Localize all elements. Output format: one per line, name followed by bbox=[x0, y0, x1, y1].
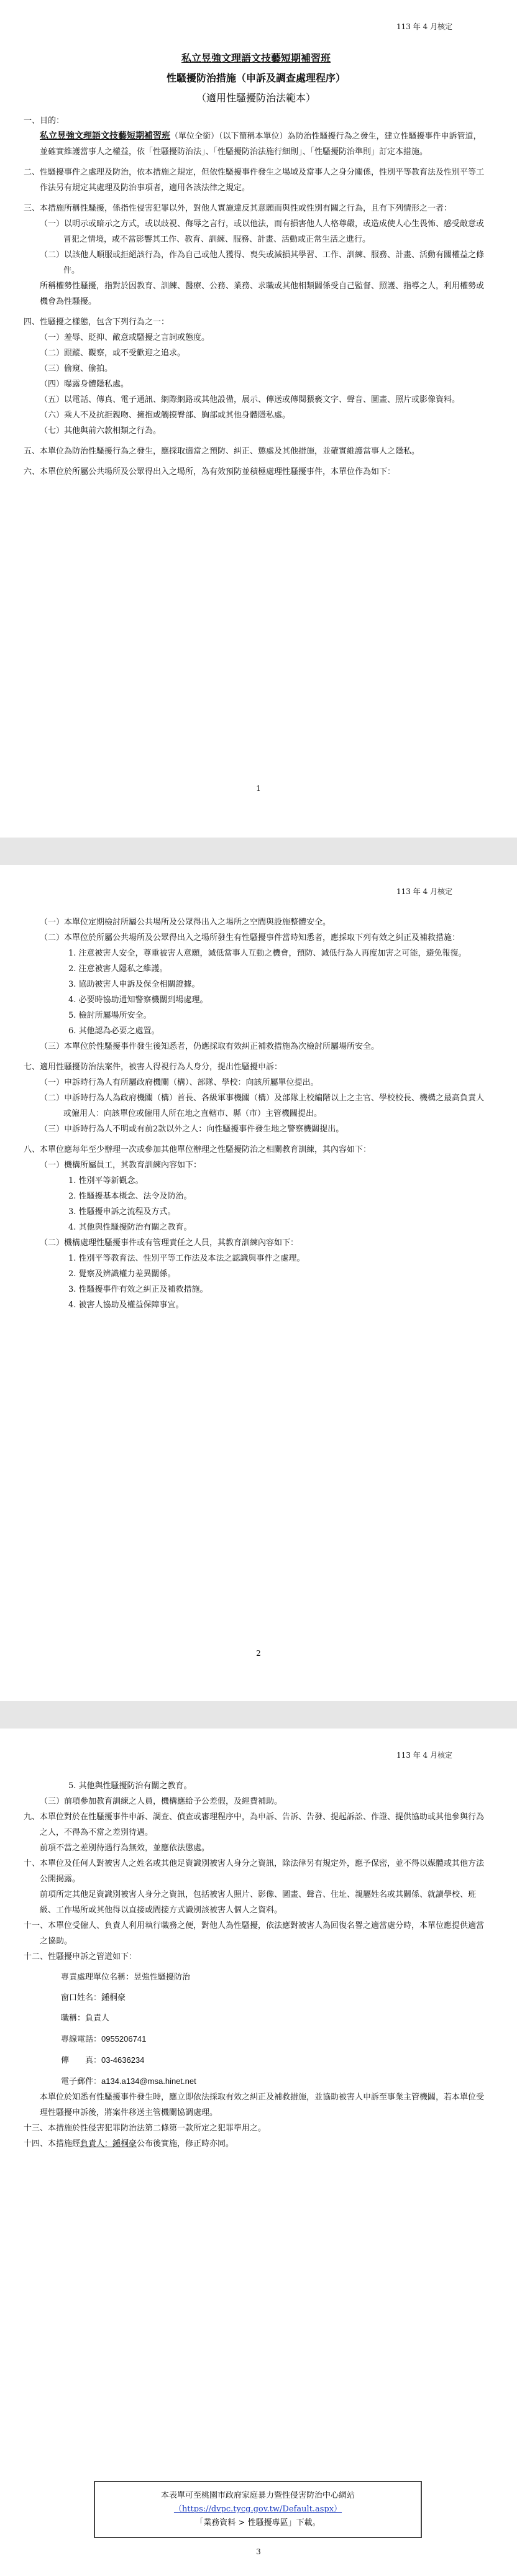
download-notice-box bbox=[94, 2481, 422, 2538]
section-5: 五、本單位為防治性騷擾行為之發生，應採取適當之預防、糾正、懲處及其他措施，並確實維護當事人之隱私。 bbox=[24, 447, 420, 456]
page-number: 3 bbox=[256, 2547, 261, 2556]
section-14-prefix: 十四、本措施經 bbox=[24, 2139, 81, 2149]
notice-line-1: 本表單可至桃園市政府家庭暴力暨性侵害防治中心網站 bbox=[160, 2491, 355, 2500]
section-6: 六、本單位於所屬公共場所及公眾得出入之場所，為有效預防並積極處理性騷擾事件，本單位作為如下： bbox=[24, 467, 396, 477]
document-subtitle: （適用性騷擾防治法範本） bbox=[196, 92, 316, 104]
section-3-note: 所稱權勢性騷擾，指對於因教育、訓練、醫療、公務、業務、求職或其他相類關係受自己監督、照護、指導之人，利用權勢或機會為性騷擾。 bbox=[40, 281, 485, 306]
section-8: 八、本單位應每年至少辦理一次或參加其他單位辦理之性騷擾防治之相關教育訓練，其內容如下： bbox=[24, 1145, 372, 1154]
section-3-item-1: （一）以明示或暗示之方式，或以歧視、侮辱之言行，或以他法，而有損害他人人格尊嚴，或造成使人心生畏怖、感受敵意或冒犯之情境，或不當影響其工作、教育、訓練、服務、計畫、活動或正常生活之進行。 bbox=[40, 219, 485, 244]
section-3-item-2: （二）以該他人順服或拒絕該行為，作為自己或他人獲得、喪失或減損其學習、工作、訓練、服務、計畫、活動有關權益之條件。 bbox=[40, 250, 485, 275]
section-4-item: （一）羞辱、貶抑、敵意或騷擾之言詞或態度。 bbox=[40, 333, 210, 342]
section-8-group-2-item: 2. 覺察及辨識權力差異關係。 bbox=[68, 1269, 176, 1279]
section-10: 十、本單位及任何人對被害人之姓名或其他足資識別被害人身分之資訊，除法律另有規定外，應予保密，並不得以媒體或其他方法公開揭露。 bbox=[24, 1859, 485, 1884]
role-label: 職稱： bbox=[61, 2014, 86, 2023]
section-7-item: （三）申訴時行為人不明或有前2款以外之人：向性騷擾事件發生地之警察機關提出。 bbox=[40, 1125, 344, 1134]
contact-fax bbox=[24, 2052, 488, 2068]
contact-window: 窗口姓名：鍾桐豪 bbox=[61, 1993, 126, 2003]
page-1-content bbox=[24, 48, 488, 480]
page-number: 1 bbox=[256, 784, 261, 793]
section-6-subitem: 3. 協助被害人申訴及保全相關證據。 bbox=[68, 980, 200, 989]
page-3 bbox=[0, 1729, 517, 2576]
section-2: 二、性騷擾事件之處理及防治，依本措施之規定，但依性騷擾事件發生之場域及當事人之身分關係，性別平等教育法及性別平等工作法另有規定其處理及防治事項者，適用各該法律之規定。 bbox=[24, 168, 485, 193]
page-2-content bbox=[24, 915, 488, 1313]
section-12-note: 本單位於知悉有性騷擾事件發生時，應立即依法採取有效之糾正及補救措施，並協助被害人申訴至事業主管機關，若本單位受理性騷擾申訴後，將案件移送主管機關協調處理。 bbox=[40, 2093, 485, 2117]
fax-value: 03-4636234 bbox=[101, 2055, 145, 2065]
section-4-item: （六）乘人不及抗拒親吻、擁抱或觸摸臀部、胸部或其他身體隱私處。 bbox=[40, 411, 291, 420]
version-label: 113 年 4 月核定 bbox=[396, 22, 452, 31]
section-6-item-3: （三）本單位於性騷擾事件發生後知悉者，仍應採取有效糾正補救措施為次檢討所屬場所安全。 bbox=[40, 1042, 380, 1051]
role-value: 負責人 bbox=[85, 2014, 110, 2023]
section-14 bbox=[24, 2136, 488, 2152]
section-8-group-2-item: 5. 其他與性騷擾防治有關之教育。 bbox=[68, 1781, 192, 1791]
email-label: 電子郵件： bbox=[61, 2077, 102, 2086]
section-4-item: （五）以電話、傳真、電子通訊、網際網路或其他設備，展示、傳送或傳閱猥褻文字、聲音、圖畫、照片或影像資料。 bbox=[40, 395, 460, 404]
section-8-group-3: （三）前項參加教育訓練之人員，機構應給予公差假，及經費補助。 bbox=[40, 1797, 283, 1806]
section-8-group-1-item: 3. 性騷擾申訴之流程及方式。 bbox=[68, 1207, 176, 1217]
version-label: 113 年 4 月核定 bbox=[396, 887, 452, 896]
section-8-group-1-item: 2. 性騷擾基本概念、法令及防治。 bbox=[68, 1192, 192, 1201]
section-1-heading: 一、目的： bbox=[24, 116, 65, 126]
section-6-subitem: 4. 必要時協助通知警察機關到場處理。 bbox=[68, 995, 208, 1005]
section-8-group-2-item: 3. 性騷擾事件有效之糾正及補救措施。 bbox=[68, 1285, 208, 1294]
section-6-subitem: 1. 注意被害人安全，尊重被害人意願，減低當事人互動之機會，預防、減低行為人再度加害之可能，避免報復。 bbox=[68, 949, 467, 958]
notice-url-link[interactable]: （https://dvpc.tycg.gov.tw/Default.aspx） bbox=[173, 2505, 342, 2514]
section-8-group-1-item: 1. 性別平等新觀念。 bbox=[68, 1176, 144, 1185]
section-6-subitem: 6. 其他認為必要之處置。 bbox=[68, 1026, 160, 1036]
section-3: 三、本措施所稱性騷擾，係指性侵害犯罪以外，對他人實施違反其意願而與性或性別有關之行為，且有下列情形之一者： bbox=[24, 204, 452, 213]
section-4-item: （七）其他與前六款相類之行為。 bbox=[40, 426, 162, 436]
phone-label: 專線電話： bbox=[61, 2035, 102, 2044]
section-9-note: 前項不當之差別待遇行為無效，並應依法懲處。 bbox=[40, 1843, 210, 1853]
section-4-item: （四）曝露身體隱私處。 bbox=[40, 380, 129, 389]
section-8-group-2: （二）機構處理性騷擾事件或有管理責任之人員，其教育訓練內容如下： bbox=[40, 1238, 299, 1248]
page-3-content bbox=[24, 1778, 488, 2152]
section-4-heading: 四、性騷擾之樣態，包含下列行為之一： bbox=[24, 317, 170, 327]
page-number: 2 bbox=[256, 1649, 261, 1658]
section-1-org: 私立昱強文理語文技藝短期補習班 bbox=[40, 131, 170, 141]
document-title: 性騷擾防治措施（申訴及調查處理程序） bbox=[166, 72, 345, 84]
section-9: 九、本單位對於在性騷擾事件申訴、調查、偵查或審理程序中，為申訴、告訴、告發、提起訴訟、作證、提供協助或其他參與行為之人，不得為不當之差別待遇。 bbox=[24, 1812, 485, 1837]
contact-role bbox=[24, 2011, 488, 2026]
section-12-heading: 十二、性騷擾申訴之管道如下： bbox=[24, 1952, 137, 1962]
section-6-item-1: （一）本單位定期檢討所屬公共場所及公眾得出入之場所之空間與設施整體安全。 bbox=[40, 918, 331, 927]
section-11: 十一、本單位受僱人、負責人利用執行職務之便，對他人為性騷擾，依法應對被害人為回復名譽之適當處分時，本單位應提供適當之協助。 bbox=[24, 1921, 485, 1946]
section-7-item: （一）申訴時行為人有所屬政府機關（構）、部隊、學校：向該所屬單位提出。 bbox=[40, 1078, 319, 1087]
contact-email bbox=[24, 2073, 488, 2090]
phone-value: 0955206741 bbox=[101, 2034, 147, 2044]
notice-line-3: 「業務資料 > 性騷擾專區」下載。 bbox=[195, 2518, 321, 2528]
section-8-group-1: （一）機構所屬員工，其教育訓練內容如下： bbox=[40, 1161, 202, 1170]
section-14-approver: 負責人：鍾桐豪 bbox=[80, 2139, 137, 2149]
section-6-item-2: （二）本單位於所屬公共場所及公眾得出入之場所發生有性騷擾事件當時知悉者，應採取下列有效之糾正及補救措施： bbox=[40, 933, 460, 943]
page-1 bbox=[0, 0, 517, 838]
section-4-item: （二）跟蹤、觀察，或不受歡迎之追求。 bbox=[40, 349, 186, 358]
section-6-subitem: 5. 檢討所屬場所安全。 bbox=[68, 1011, 152, 1020]
version-label: 113 年 4 月核定 bbox=[396, 1751, 452, 1760]
section-8-group-2-item: 4. 被害人協助及權益保障事宜。 bbox=[68, 1300, 184, 1310]
section-4-item: （三）偷窺、偷拍。 bbox=[40, 364, 113, 373]
email-value[interactable]: a134.a134@msa.hinet.net bbox=[101, 2076, 196, 2086]
org-name: 私立昱強文理語文技藝短期補習班 bbox=[181, 52, 331, 64]
section-13: 十三、本措施於性侵害犯罪防治法第二條第一款所定之犯罪準用之。 bbox=[24, 2124, 267, 2133]
section-8-group-1-item: 4. 其他與性騷擾防治有關之教育。 bbox=[68, 1223, 192, 1232]
section-6-subitem: 2. 注意被害人隱私之維護。 bbox=[68, 964, 168, 974]
section-10-note: 前項所定其他足資識別被害人身分之資訊，包括被害人照片、影像、圖畫、聲音、住址、親屬姓名或其關係、就讀學校、班級、工作場所或其他得以直接或間接方式識別該被害人個人之資料。 bbox=[40, 1890, 477, 1915]
section-14-suffix: 公布後實施，修正時亦同。 bbox=[137, 2139, 234, 2149]
complaint-unit: 專責處理單位名稱：昱強性騷擾防治 bbox=[61, 1973, 191, 1982]
section-7-item: （二）申訴時行為人為政府機關（構）首長、各級軍事機關（構）及部隊上校編階以上之主官、學校校長、機構之最高負責人或僱用人：向該單位或僱用人所在地之直轄市、縣（市）主管機關提出。 bbox=[40, 1094, 485, 1118]
contact-phone bbox=[24, 2031, 488, 2047]
page-2 bbox=[0, 865, 517, 1701]
section-1-text bbox=[24, 129, 488, 160]
section-8-group-2-item: 1. 性別平等教育法、性別平等工作法及本法之認識與事件之處理。 bbox=[68, 1254, 305, 1263]
fax-label: 傳 真： bbox=[61, 2056, 102, 2065]
section-7: 七、適用性騷擾防治法案件，被害人得視行為人身分，提出性騷擾申訴： bbox=[24, 1062, 283, 1072]
section-1-body: （單位全銜）（以下簡稱本單位）為防治性騷擾行為之發生，建立性騷擾事件申訴管道，並確實維護當事人之權益，依「性騷擾防治法」、「性騷擾防治法施行細則」、「性騷擾防治準則」訂定本措施。 bbox=[40, 132, 482, 157]
